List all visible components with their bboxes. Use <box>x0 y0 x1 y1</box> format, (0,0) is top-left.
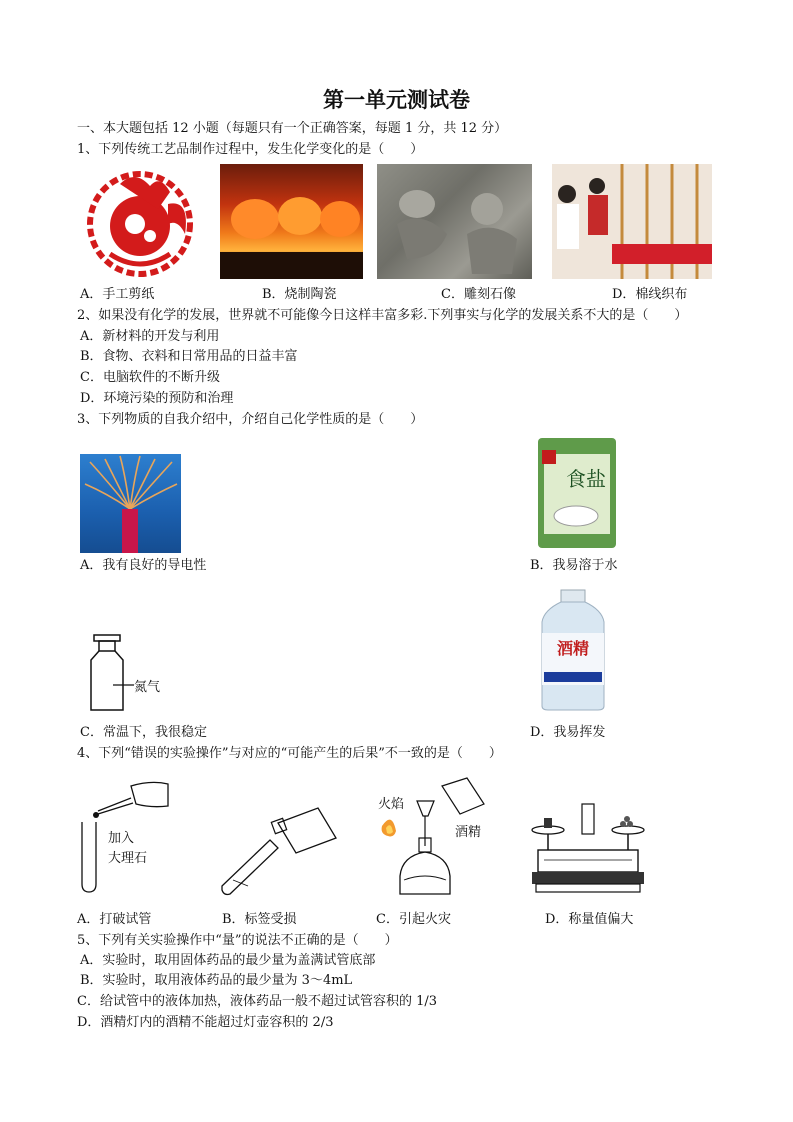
copper-wire-image <box>80 454 181 553</box>
pottery-firing-image <box>220 164 363 279</box>
alcohol-bottle-image <box>534 588 612 712</box>
q3-option-d[interactable]: D．我易挥发 <box>530 725 606 740</box>
paper-cut-image <box>80 164 200 279</box>
q2-option-c[interactable]: C．电脑软件的不断升级 <box>80 370 220 385</box>
q4-stem: 4、下列“错误的实验操作”与对应的“可能产生的后果”不一致的是（ ） <box>77 746 502 761</box>
q1-option-c[interactable]: C．雕刻石像 <box>441 287 516 302</box>
stone-carving-image <box>377 164 532 279</box>
q4-option-b[interactable]: B．标签受损 <box>222 912 297 927</box>
page-title: 第一单元测试卷 <box>323 88 470 112</box>
section-instructions: 一、本大题包括 12 小题（每题只有一个正确答案，每题 1 分，共 12 分） <box>77 121 508 136</box>
q2-option-a[interactable]: A．新材料的开发与利用 <box>80 329 220 344</box>
q4-option-d[interactable]: D．称量值偏大 <box>545 912 634 927</box>
balance-scale-diagram <box>530 800 646 896</box>
q1-option-a[interactable]: A．手工剪纸 <box>80 287 155 302</box>
q4-option-c[interactable]: C．引起火灾 <box>376 912 451 927</box>
q5-option-b[interactable]: B．实验时，取用液体药品的最少量为 3～4mL <box>80 973 353 988</box>
q4-option-a[interactable]: A．打破试管 <box>77 912 152 927</box>
q5-option-d[interactable]: D．酒精灯内的酒精不能超过灯壶容积的 2/3 <box>77 1015 334 1030</box>
cotton-weaving-image <box>552 164 712 279</box>
flame-label: 火焰 <box>378 797 405 812</box>
salt-bag-label: 食盐 <box>566 467 606 491</box>
lamp-alcohol-label: 酒精 <box>455 825 482 840</box>
marble-label-line2: 大理石 <box>108 851 148 866</box>
salt-bag-image <box>536 436 618 550</box>
q2-stem: 2、如果没有化学的发展，世界就不可能像今日这样丰富多彩.下列事实与化学的发展关系不大的是（ ） <box>77 308 688 323</box>
q5-option-a[interactable]: A．实验时，取用固体药品的最少量为盖满试管底部 <box>80 953 376 968</box>
nitrogen-label: 氮气 <box>134 680 161 695</box>
q3-option-a[interactable]: A．我有良好的导电性 <box>80 558 207 573</box>
q3-option-b[interactable]: B．我易溶于水 <box>530 558 618 573</box>
nitrogen-bottle-diagram <box>86 632 176 712</box>
q1-option-b[interactable]: B．烧制陶瓷 <box>262 287 337 302</box>
alcohol-bottle-label: 酒精 <box>556 639 590 658</box>
pouring-reagent-diagram <box>218 798 348 898</box>
q3-stem: 3、下列物质的自我介绍中，介绍自己化学性质的是（ ） <box>77 412 424 427</box>
q3-option-c[interactable]: C．常温下，我很稳定 <box>80 725 207 740</box>
q2-option-b[interactable]: B．食物、衣料和日常用品的日益丰富 <box>80 349 298 364</box>
q2-option-d[interactable]: D．环境污染的预防和治理 <box>80 391 234 406</box>
q1-option-d[interactable]: D．棉线织布 <box>612 287 688 302</box>
q1-stem: 1、下列传统工艺品制作过程中，发生化学变化的是（ ） <box>77 142 424 157</box>
q5-option-c[interactable]: C．给试管中的液体加热，液体药品一般不超过试管容积的 1/3 <box>77 994 438 1009</box>
marble-label-line1: 加入 <box>108 831 135 846</box>
q5-stem: 5、下列有关实验操作中“量”的说法不正确的是（ ） <box>77 933 398 948</box>
